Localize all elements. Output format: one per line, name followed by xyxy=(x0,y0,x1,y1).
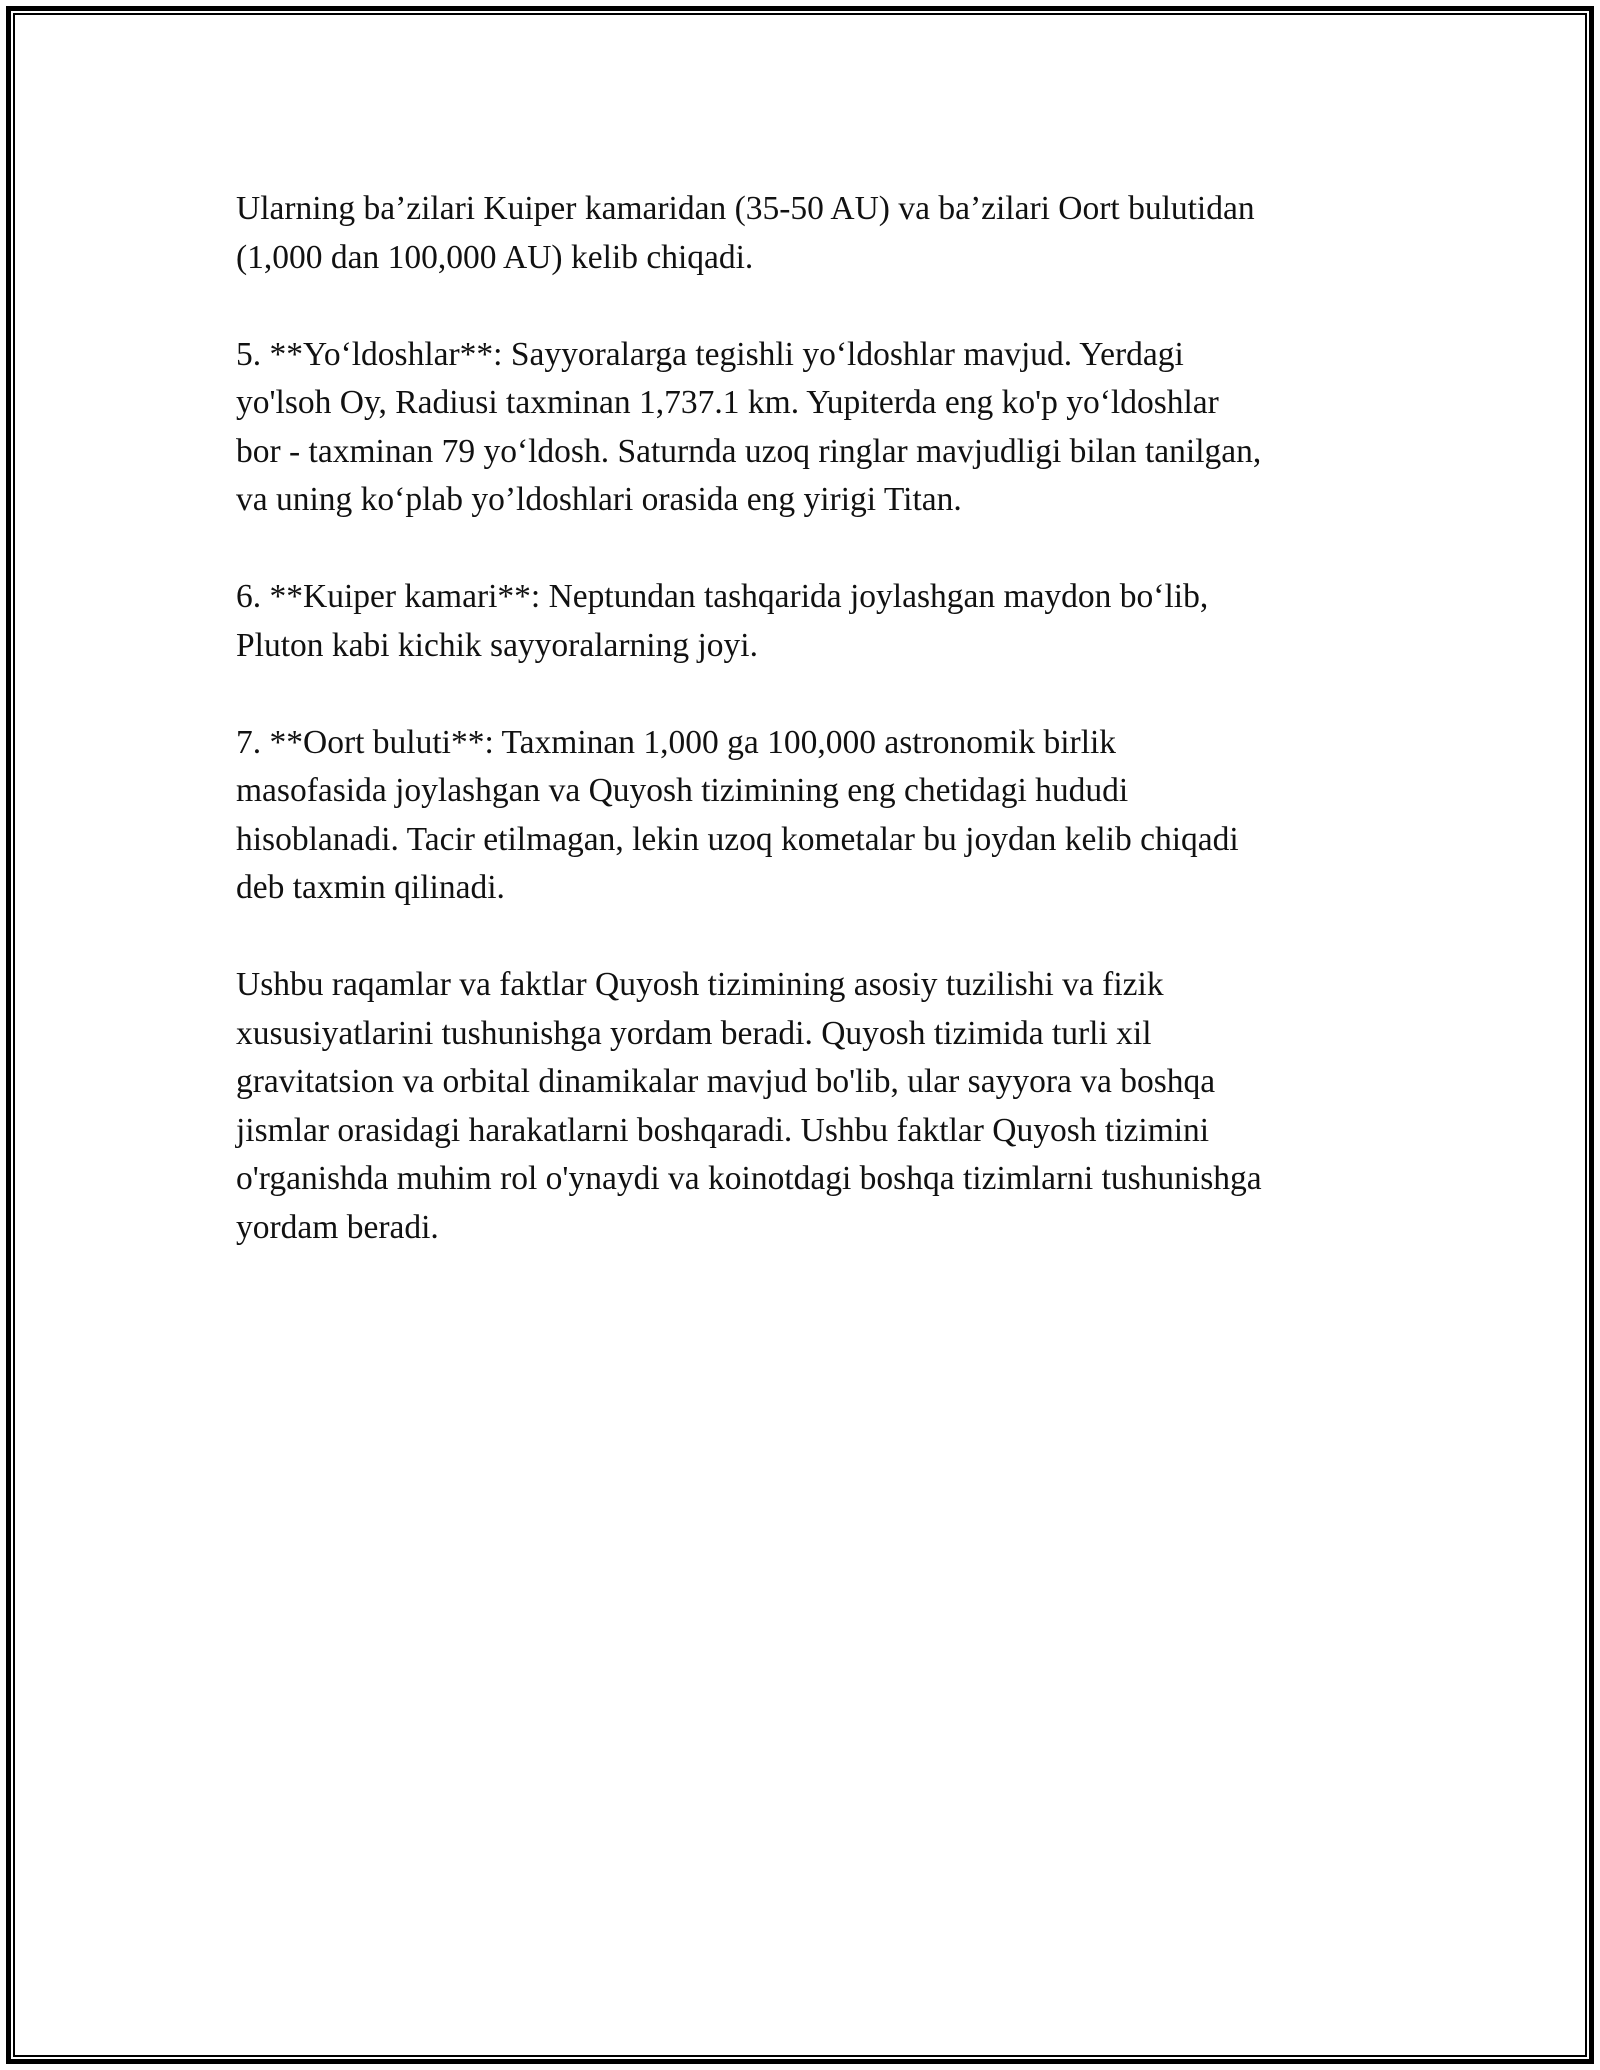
paragraph-moons: 5. **Yo‘ldoshlar**: Sayyoralarga tegishli yo‘ldoshlar mavjud. Yerdagi yo'lsoh Oy, Radiusi taxminan 1,737.1 km. Yupiterda eng ko'p yo‘ldoshlar bor - taxminan 79 yo‘ldosh. Saturnda uzoq ringlar mavjudligi bilan tanilgan, va uning ko‘plab yo’ldoshlari orasida eng yirigi Titan. xyxy=(236,335,1262,518)
paragraph-oort-cloud: 7. **Oort buluti**: Taxminan 1,000 ga 100,000 astronomik birlik masofasida joylashgan va Quyosh tizimining eng chetidagi hududi hisoblanadi. Tacir etilmagan, lekin uzoq kometalar bu joydan kelib chiqadi deb taxmin qilinadi. xyxy=(236,723,1239,906)
document-body xyxy=(236,185,1376,1252)
paragraph-kuiper-oort-origin: Ularning ba’zilari Kuiper kamaridan (35-50 AU) va ba’zilari Oort bulutidan (1,000 dan 100,000 AU) kelib chiqadi. xyxy=(236,190,1255,276)
paragraph-kuiper-belt: 6. **Kuiper kamari**: Neptundan tashqarida joylashgan maydon bo‘lib, Pluton kabi kichik sayyoralarning joyi. xyxy=(236,578,1209,664)
paragraph-conclusion: Ushbu raqamlar va faktlar Quyosh tizimining asosiy tuzilishi va fizik xususiyatlarini tushunishga yordam beradi. Quyosh tizimida turli xil gravitatsion va orbital dinamikalar mavjud bo'lib, ular sayyora va boshqa jismlar orasidagi harakatlarni boshqaradi. Ushbu faktlar Quyosh tizimini o'rganishda muhim rol o'ynaydi va koinotdagi boshqa tizimlarni tushunishga yordam beradi. xyxy=(236,966,1262,1246)
